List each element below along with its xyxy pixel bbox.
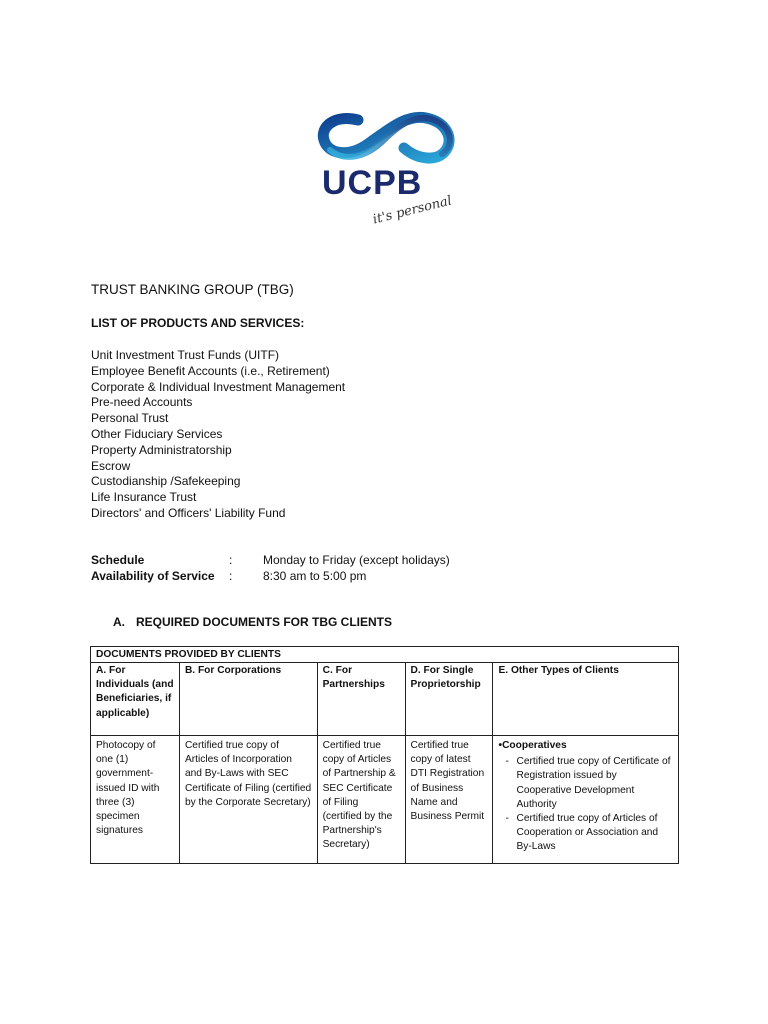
column-header: E. Other Types of Clients [493,663,679,736]
list-item: Property Administratorship [91,442,232,457]
column-header: A. For Individuals (and Beneficiaries, if applicable) [91,663,180,736]
availability-row [91,568,511,584]
logo-tagline: it's personal [371,193,454,228]
logo-wordmark: UCPB [322,164,423,202]
cooperatives-heading: • Cooperatives [498,739,673,753]
list-item: Corporate & Individual Investment Management [91,379,346,394]
products-list [91,348,345,522]
column-header: C. For Partnerships [317,663,405,736]
list-item: Unit Investment Trust Funds (UITF) [91,348,280,362]
table-cell: Certified true copy of latest DTI Registration of Business Name and Business Permit [405,736,493,864]
section-title-text: REQUIRED DOCUMENTS FOR TBG CLIENTS [136,615,393,629]
list-item: Directors' and Officers' Liability Fund [91,505,286,520]
table-row [91,736,679,864]
list-item: - Certified true copy of Certificate of Registration issued by Cooperative Development Authority [516,755,673,812]
list-item: - Certified true copy of Articles of Cooperation or Association and By-Laws [516,812,673,855]
table-cell-other [493,736,679,864]
list-item: Escrow [91,458,131,473]
page-heading: TRUST BANKING GROUP (TBG) [91,282,294,297]
table-header-row [91,663,679,736]
section-title [113,615,392,629]
list-item: Personal Trust [91,411,169,426]
products-title: LIST OF PRODUCTS AND SERVICES: [91,316,305,330]
separator: : [229,569,233,583]
list-item: Other Fiduciary Services [91,426,223,441]
availability-value: 8:30 am to 5:00 pm [263,569,367,583]
column-header: D. For Single Proprietorship [405,663,493,736]
section-marker: A. [113,615,125,629]
ucpb-logo [308,100,468,245]
cooperatives-list [498,755,673,854]
table-cell: Photocopy of one (1) government-issued ID with three (3) specimen signatures [91,736,180,864]
schedule-row [91,552,511,568]
list-item: Pre-need Accounts [91,395,193,410]
list-item: Custodianship /Safekeeping [91,474,241,489]
list-item: Life Insurance Trust [91,490,197,505]
documents-table [90,646,679,864]
schedule-block [91,552,511,584]
schedule-value: Monday to Friday (except holidays) [263,553,450,567]
column-header: B. For Corporations [179,663,317,736]
schedule-label: Schedule [91,553,145,567]
table-cell: Certified true copy of Articles of Incorporation and By-Laws with SEC Certificate of Filing (certified by the Corporate Secretary) [179,736,317,864]
availability-label: Availability of Service [91,569,215,583]
table-title: DOCUMENTS PROVIDED BY CLIENTS [91,647,679,663]
list-item: Employee Benefit Accounts (i.e., Retirement) [91,363,330,378]
table-cell: Certified true copy of Articles of Partnership & SEC Certificate of Filing (certified by the Partnership's Secretary) [317,736,405,864]
separator: : [229,553,233,567]
